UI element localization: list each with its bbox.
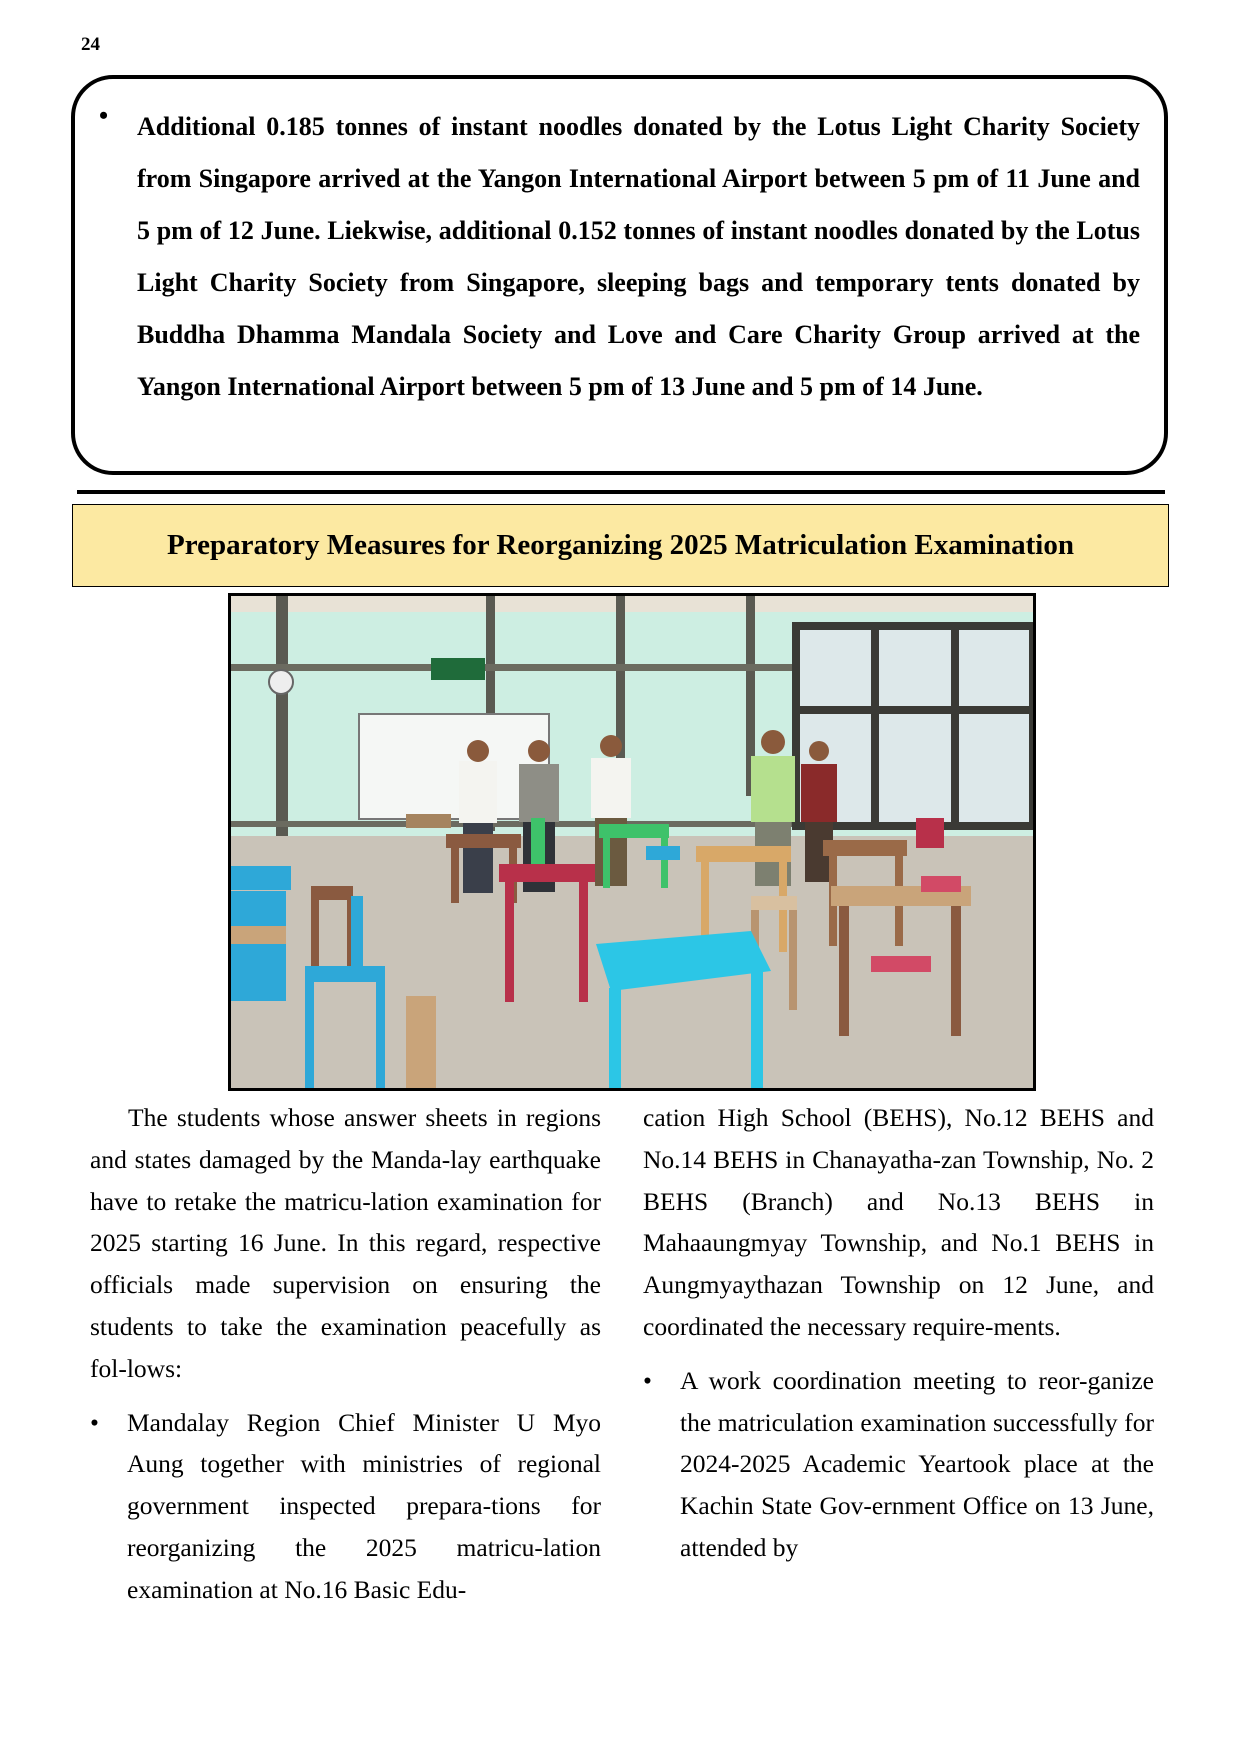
article-column-left bbox=[90, 1097, 601, 1611]
notice-text: Additional 0.185 tonnes of instant noodles donated by the Lotus Light Charity Society from Singapore arrived at the Yangon International Airport between 5 pm of 11 June and 5 pm of 12 June. Liekwise, additional 0.152 tonnes of instant noodles donated by the Lotus Light Charity Society from Singapore, sleeping bags and temporary tents donated by Buddha Dhamma Mandala Society and Love and Care Charity Group arrived at the Yangon International Airport between 5 pm of 13 June and 5 pm of 14 June. bbox=[137, 112, 1140, 401]
list-item-text: Mandalay Region Chief Minister U Myo Aung together with ministries of regional government inspected prepara-tions for reorganizing the 2025 matricu-lation examination at No.16 Basic Edu- bbox=[127, 1407, 601, 1604]
classroom-photo bbox=[228, 593, 1036, 1091]
article-continuation: cation High School (BEHS), No.12 BEHS and No.14 BEHS in Chanayatha-zan Township, No. 2 BEHS (Branch) and No.13 BEHS in Mahaaungmyay Township, and No.1 BEHS in Aungmyaythazan Township on 12 June, and coordinated the necessary require-ments. bbox=[643, 1103, 1154, 1341]
list-item bbox=[90, 1402, 601, 1611]
article-column-right bbox=[643, 1097, 1154, 1569]
section-divider bbox=[77, 490, 1165, 494]
notice-bullet: • bbox=[99, 101, 109, 130]
list-item-text: A work coordination meeting to reor-ganize the matriculation examination successfully for 2024-2025 Academic Yeartook place at the Kachin State Gov-ernment Office on 13 June, attended by bbox=[680, 1365, 1154, 1562]
section-title: Preparatory Measures for Reorganizing 2025 Matriculation Examination bbox=[72, 504, 1169, 587]
list-item bbox=[643, 1360, 1154, 1569]
bullet-point: • bbox=[90, 1407, 99, 1437]
notice-box bbox=[71, 75, 1168, 475]
bullet-point: • bbox=[643, 1365, 652, 1395]
article-intro: The students whose answer sheets in regions and states damaged by the Manda-lay earthquake have to retake the matricu-lation examination for 2025 starting 16 June. In this regard, respective officials made supervision on ensuring the students to take the examination peacefully as fol-lows: bbox=[90, 1103, 601, 1383]
page-number: 24 bbox=[81, 34, 100, 55]
